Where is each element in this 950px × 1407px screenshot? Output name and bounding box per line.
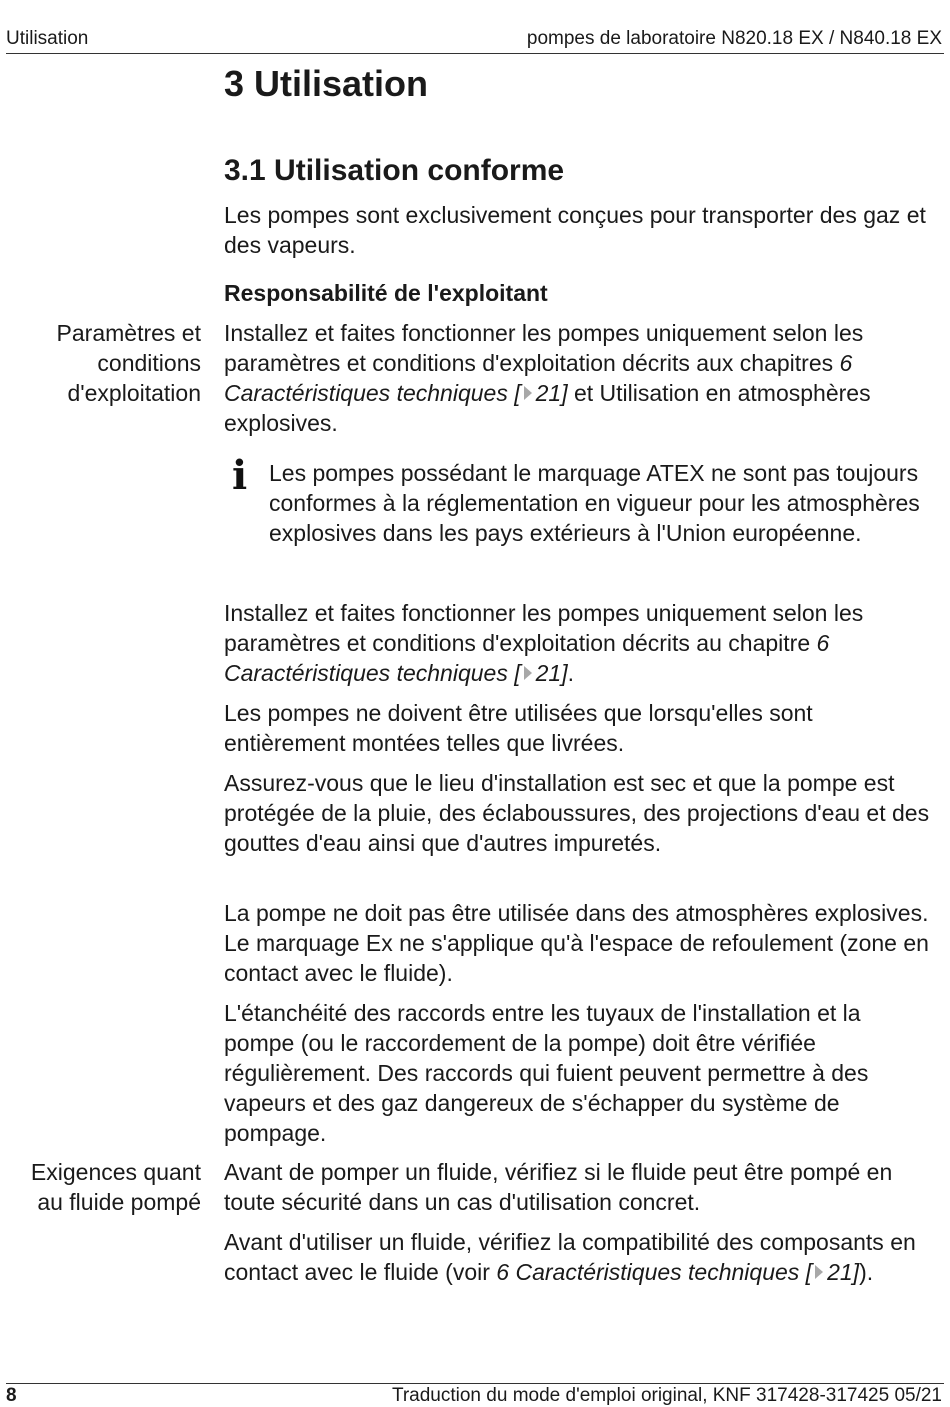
- margin-label-parameters: Paramètres et conditions d'exploitation: [56, 320, 201, 406]
- paragraph-chapter-reference: [224, 598, 930, 688]
- paragraph-text: Installez et faites fonctionner les pompes uniquement selon les paramètres et conditions d'exploitation décrits au chapitre: [224, 600, 864, 656]
- info-note: Les pompes possédant le marquage ATEX ne sont pas toujours conformes à la réglementation en vigueur pour les atmosphères explosives dans les pays extérieurs à l'Union européenne.: [269, 460, 920, 546]
- header-rule: [6, 53, 944, 54]
- paragraph-installation-site: Assurez-vous que le lieu d'installation est sec et que la pompe est protégée de la pluie, des éclaboussures, des projections d'eau et des gouttes d'eau ainsi que d'autres impuretés.: [224, 770, 930, 856]
- running-header-product: pompes de laboratoire N820.18 EX / N840.18 EX: [526, 28, 942, 49]
- cross-reference-page: 21]: [827, 1259, 860, 1285]
- margin-label-fluid-requirements: Exigences quant au fluide pompé: [30, 1159, 201, 1215]
- footer-document-reference: Traduction du mode d'emploi original, KNF 317428-317425 05/21: [391, 1385, 942, 1406]
- footer-rule: [6, 1383, 944, 1384]
- paragraph-text: Avant d'utiliser un fluide, vérifiez la compatibilité des composants en contact avec le fluide (voir: [224, 1229, 916, 1285]
- chapter-title: 3 Utilisation: [224, 63, 429, 104]
- cross-reference-page: 21]: [535, 660, 568, 686]
- cross-reference-text: 6 Caractéristiques techniques [: [224, 630, 830, 686]
- paragraph-connections-tightness: L'étanchéité des raccords entre les tuyaux de l'installation et la pompe (ou le raccordement de la pompe) doit être vérifiée régulièrement. Des raccords qui fuient peuvent permettre à des vapeurs et des gaz dangereux de s'échapper du système de pompage.: [224, 1000, 869, 1146]
- cross-reference-page: 21]: [535, 380, 568, 406]
- paragraph-material-compatibility: [224, 1227, 930, 1287]
- page-reference-arrow-icon: [815, 1265, 823, 1279]
- info-icon: i: [232, 452, 248, 499]
- subheading-operator-responsibility: Responsabilité de l'exploitant: [224, 280, 548, 306]
- page-reference-arrow-icon: [524, 666, 532, 680]
- paragraph-text: Installez et faites fonctionner les pompes uniquement selon les paramètres et conditions d'exploitation décrits aux chapitres: [224, 320, 864, 376]
- paragraph-explosive-atmospheres: La pompe ne doit pas être utilisée dans des atmosphères explosives. Le marquage Ex ne s'applique qu'à l'espace de refoulement (zone en contact avec le fluide).: [224, 900, 929, 986]
- paragraph-fluid-check: Avant de pomper un fluide, vérifiez si le fluide peut être pompé en toute sécurité dans un cas d'utilisation concret.: [224, 1159, 893, 1215]
- cross-reference-text: 6 Caractéristiques techniques [: [224, 350, 853, 406]
- paragraph-parameters: [224, 318, 930, 438]
- running-header-section: Utilisation: [6, 28, 89, 49]
- cross-reference-text: 6 Caractéristiques techniques [: [496, 1259, 813, 1285]
- paragraph-assembly: Les pompes ne doivent être utilisées que lorsqu'elles sont entièrement montées telles que livrées.: [224, 700, 813, 756]
- paragraph-text: ).: [859, 1259, 874, 1285]
- cross-reference-link[interactable]: [496, 1259, 859, 1285]
- page-reference-arrow-icon: [524, 386, 532, 400]
- paragraph-text: .: [567, 660, 574, 686]
- paragraph-text: et Utilisation en atmosphères explosives.: [224, 380, 871, 436]
- page-number: 8: [6, 1385, 17, 1406]
- intro-paragraph: Les pompes sont exclusivement conçues pour transporter des gaz et des vapeurs.: [224, 202, 926, 258]
- section-title: 3.1 Utilisation conforme: [224, 154, 565, 187]
